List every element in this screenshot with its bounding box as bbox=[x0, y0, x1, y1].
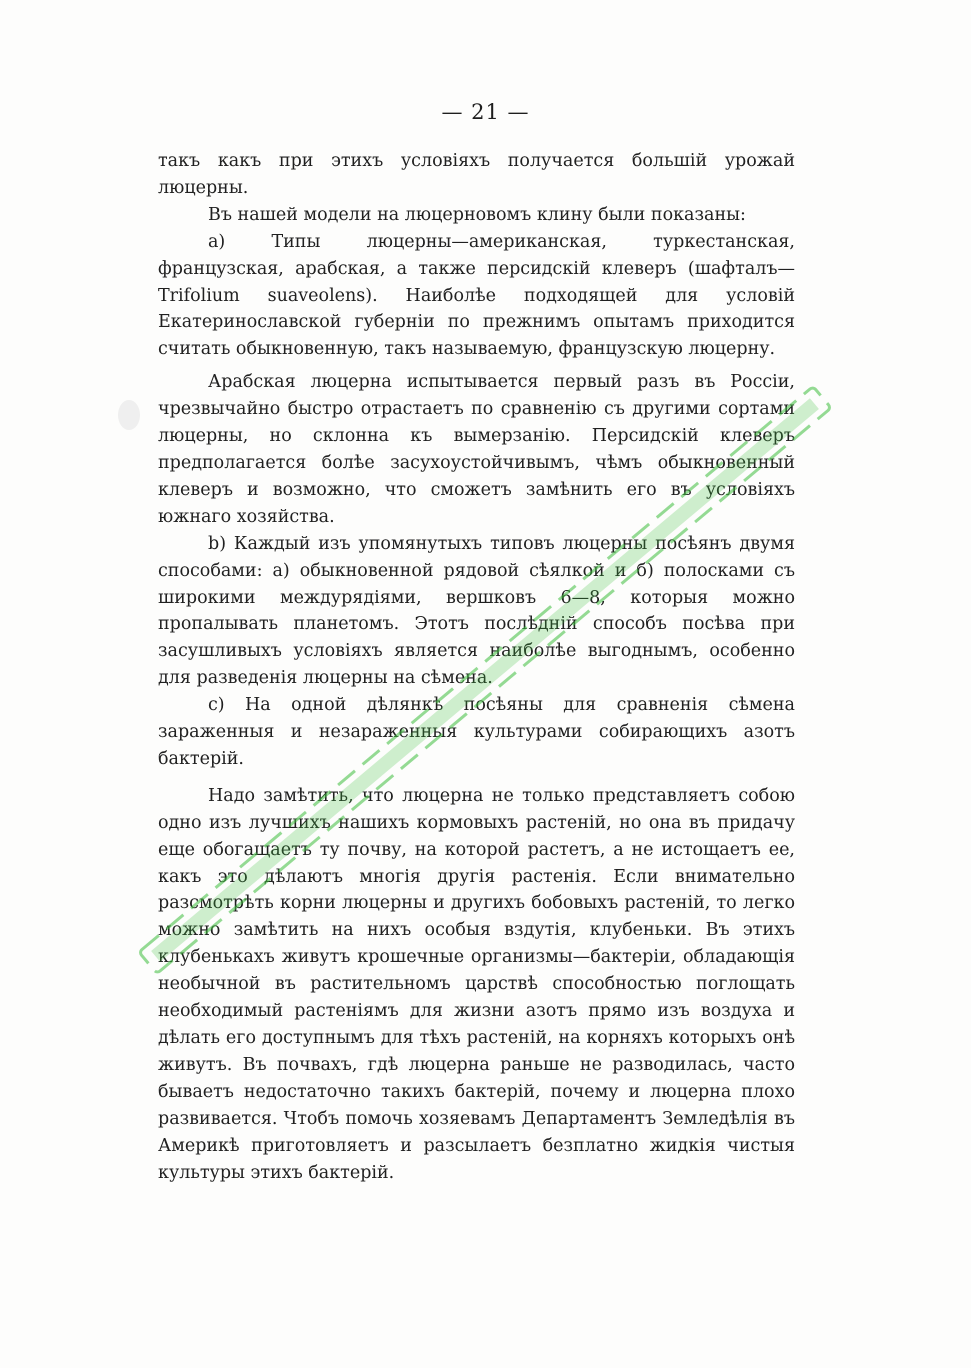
paragraph-continuation: такъ какъ при этихъ условіяхъ получается большій урожай люцерны. bbox=[158, 151, 795, 198]
paragraph-model-intro: Въ нашей модели на люцерновомъ клину были показаны: bbox=[208, 204, 746, 225]
paragraph-item-c: с) На одной дѣлянкѣ посѣяны для сравненія сѣмена зараженныя и незараженныя культурами собирающихъ азотъ бактерій. bbox=[158, 695, 795, 769]
paper-stain bbox=[118, 400, 140, 430]
page-number: — 21 — bbox=[441, 100, 530, 124]
paragraph-arabian-alfalfa: Арабская люцерна испытывается первый разъ въ Россіи, чрезвычайно быстро отрастаетъ по сравненію съ другими сортами люцерны, но склонна къ вымерзанію. Персидскій клеверъ предполагается болѣе засухоустойчивымъ, чѣмъ обыкновенный клеверъ и возможно, что сможетъ замѣнить его въ условіяхъ южнаго хозяйства. bbox=[158, 372, 795, 527]
paragraph-item-b: b) Каждый изъ упомянутыхъ типовъ люцерны посѣянъ двумя способами: а) обыкновенной рядовой сѣялкой и б) полосками съ широкими междурядіями, вершковъ 6—8, которыя можно пропалывать планетомъ. Этотъ послѣдній способъ посѣва при засушливыхъ условіяхъ является наиболѣе выгоднымъ, особенно для разведенія люцерны на сѣмена. bbox=[158, 533, 795, 689]
paragraph-item-a: а) Типы люцерны—американская, туркестанская, французская, арабская, а также персидскій клеверъ (шафталъ—Trifolium suaveolens). Наиболѣе подходящей для условій Екатеринославской губерніи по прежнимъ опытамъ приходится считать обыкновенную, такъ называемую, французскую люцерну. bbox=[158, 231, 795, 360]
paragraph-bacteria: Надо замѣтить, что люцерна не только представляетъ собою одно изъ лучшихъ нашихъ кормовыхъ растеній, но она въ придачу еще обогащаетъ ту почву, на которой растетъ, а не истощаетъ ее, какъ это дѣлаютъ многія другія растенія. Если внимательно разсмотрѣть корни люцерны и другихъ бобовыхъ растеній, то легко можно замѣтить на нихъ особыя вздутія, клубеньки. Въ этихъ клубенькахъ живутъ крошечные организмы—бактеріи, обладающія необычной въ растительномъ царствѣ способностью поглощать необходимый растеніямъ для жизни азотъ прямо изъ воздуха и дѣлать его доступнымъ для тѣхъ растеній, на корняхъ которыхъ онѣ живутъ. Въ почвахъ, гдѣ люцерна раньше не разводилась, часто бываетъ недостаточно такихъ бактерій, почему и люцерна плохо развивается. Чтобъ помочь хозяевамъ Департаментъ Земледѣлія въ Америкѣ приготовляетъ и разсылаетъ безплатно жидкія чистыя культуры этихъ бактерій. bbox=[158, 785, 795, 1183]
body-text bbox=[158, 148, 795, 1186]
